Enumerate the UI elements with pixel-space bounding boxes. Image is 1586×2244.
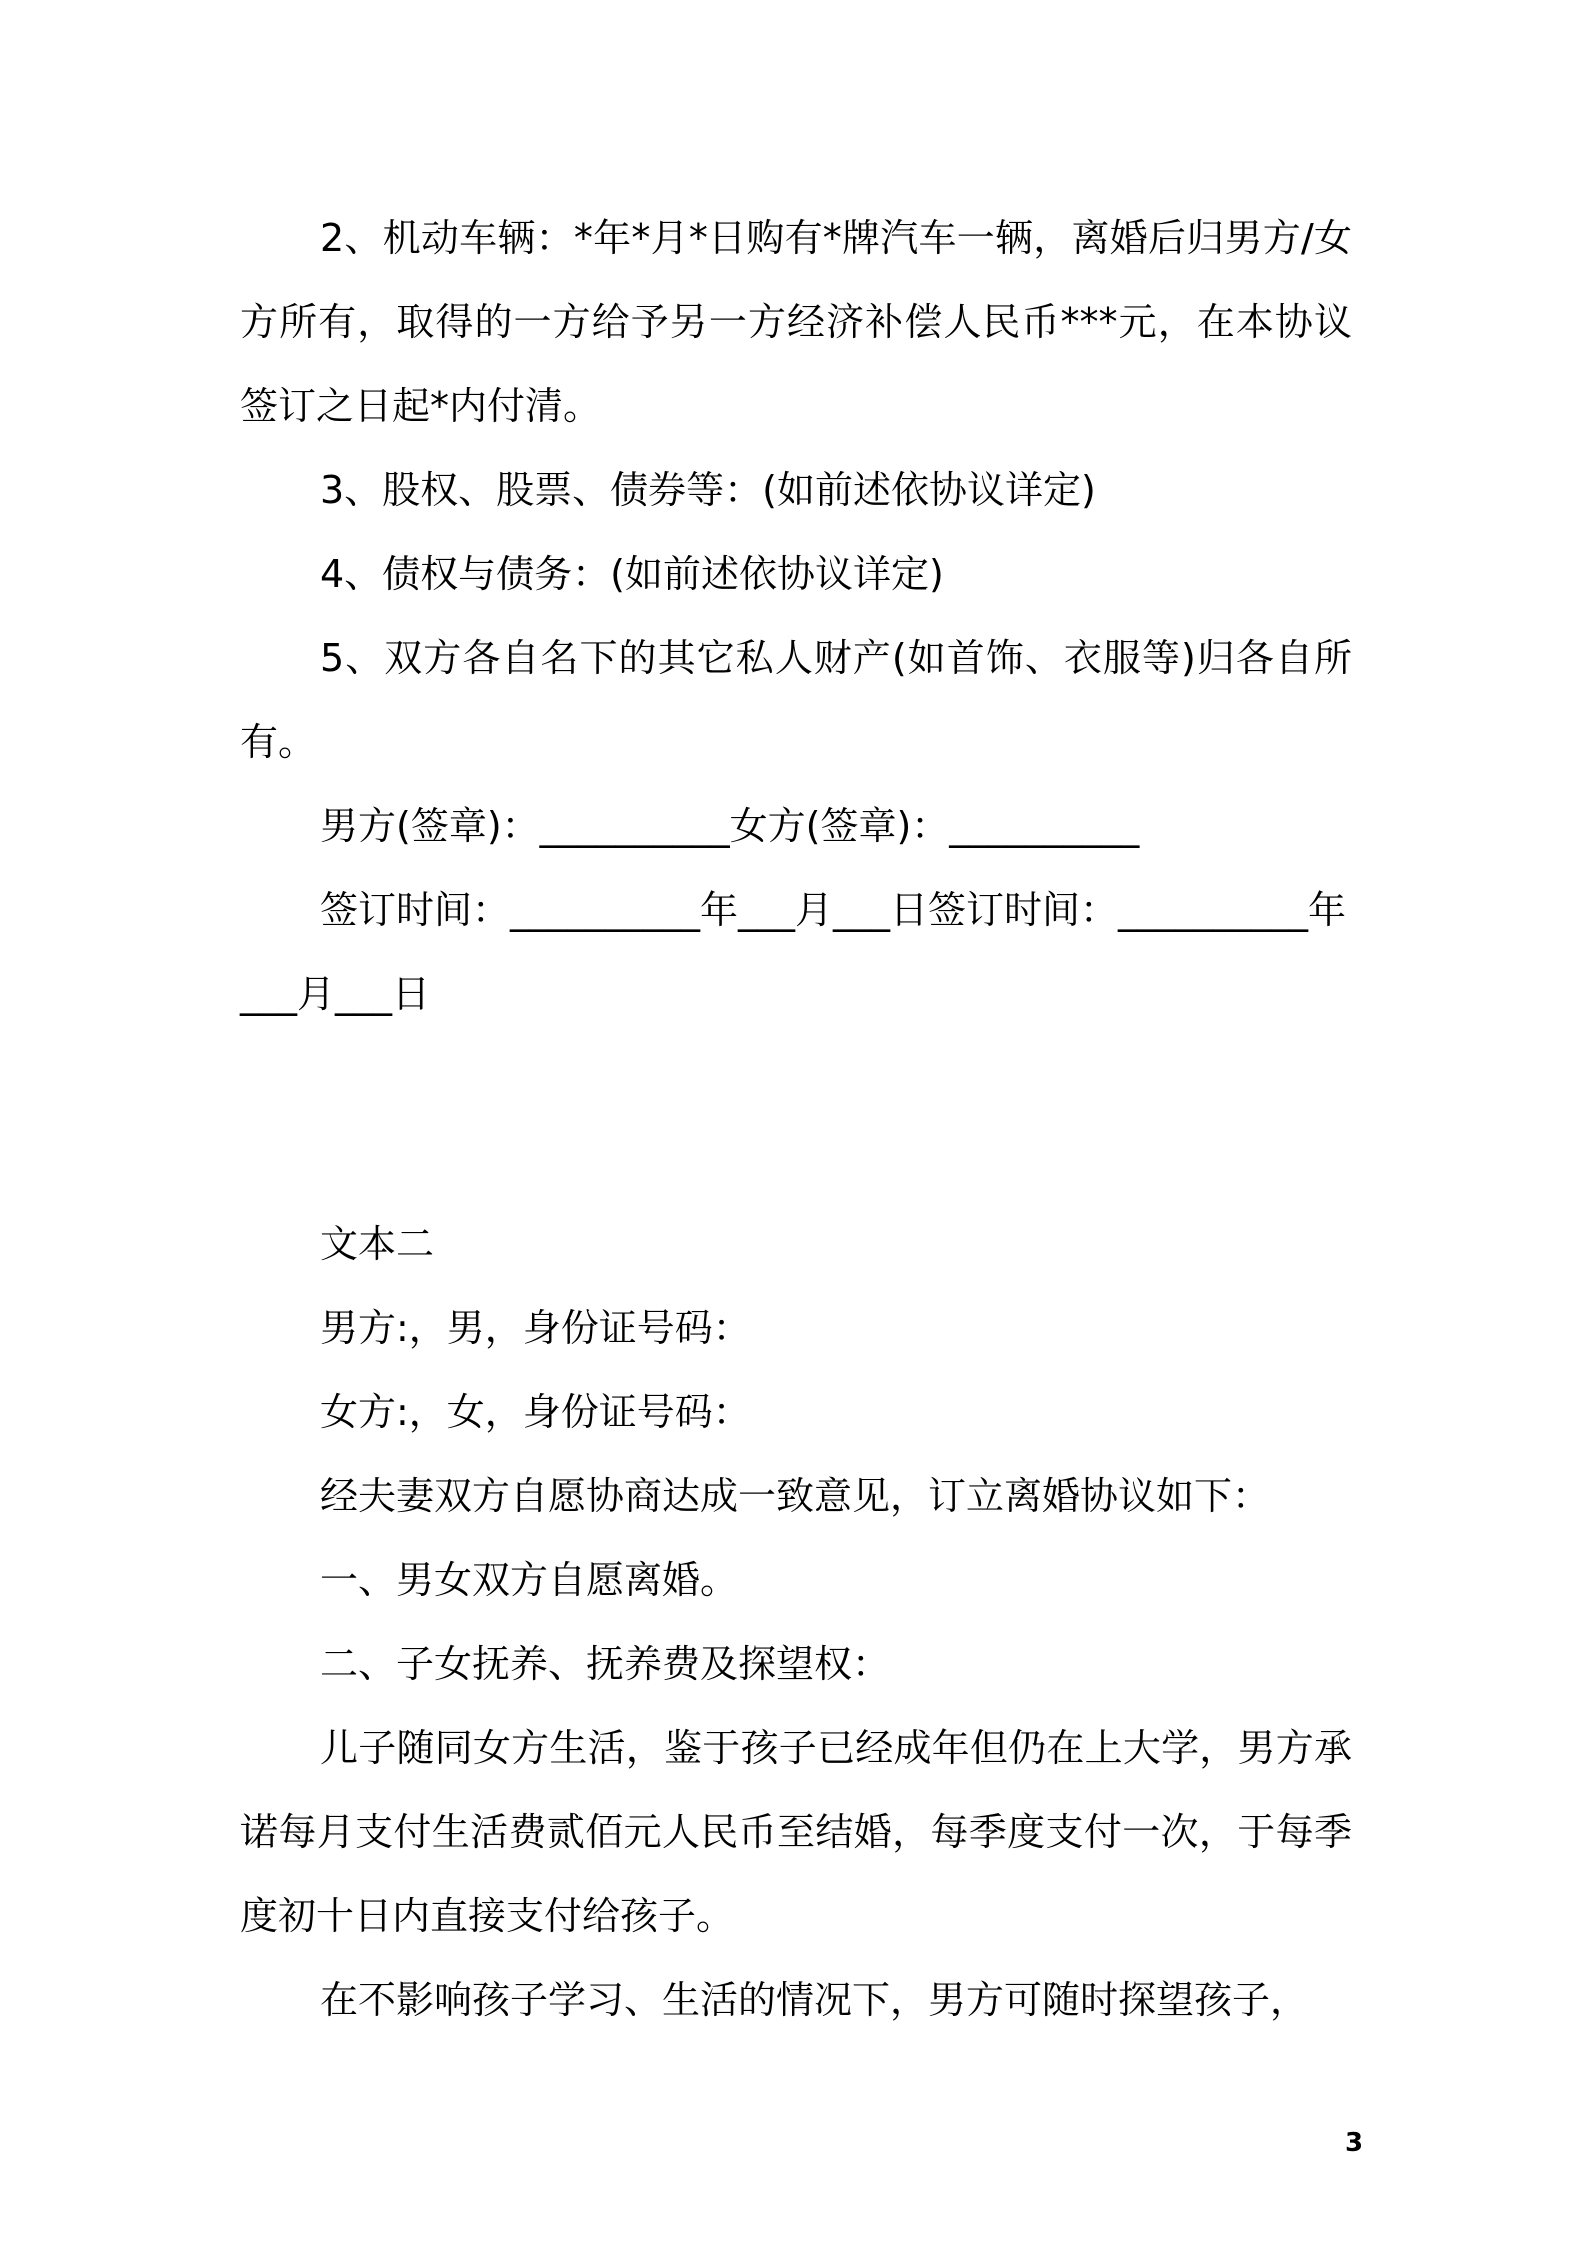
- paragraph-male-party: 男方:，男，身份证号码：: [320, 1306, 751, 1350]
- page-number: 3: [1344, 2128, 1364, 2158]
- paragraph-agreement-intro: 经夫妻双方自愿协商达成一致意见，订立离婚协议如下：: [320, 1474, 1271, 1518]
- paragraph-vehicle: 2、机动车辆：*年*月*日购有*牌汽车一辆，离婚后归男方/女方所有，取得的一方给予另一方经济补偿人民币***元，在本协议签订之日起*内付清。: [240, 216, 1352, 428]
- paragraph-personal-property: 5、双方各自名下的其它私人财产(如首饰、衣服等)归各自所有。: [240, 636, 1352, 764]
- paragraph-female-party: 女方:，女，身份证号码：: [320, 1390, 751, 1434]
- signature-line: 男方(签章)：__________女方(签章)：__________: [320, 804, 1140, 848]
- paragraph-debts: 4、债权与债务：(如前述依协议详定): [320, 552, 944, 596]
- paragraph-child-support: 儿子随同女方生活，鉴于孩子已经成年但仍在上大学，男方承诺每月支付生活费贰佰元人民币至结婚，每季度支付一次，于每季度初十日内直接支付给孩子。: [240, 1726, 1352, 1938]
- paragraph-equity: 3、股权、股票、债券等：(如前述依协议详定): [320, 468, 1096, 512]
- paragraph-visitation: 在不影响孩子学习、生活的情况下，男方可随时探望孩子，: [320, 1978, 1309, 2022]
- paragraph-clause-one: 一、男女双方自愿离婚。: [320, 1558, 739, 1602]
- section-gap: [240, 1036, 1352, 1202]
- document-body: [240, 196, 1352, 2042]
- section-title-text-two: 文本二: [320, 1222, 435, 1266]
- paragraph-clause-two-heading: 二、子女抚养、抚养费及探望权：: [320, 1642, 891, 1686]
- signing-date-line: 签订时间：__________年___月___日签订时间：__________年___月___日: [240, 888, 1347, 1016]
